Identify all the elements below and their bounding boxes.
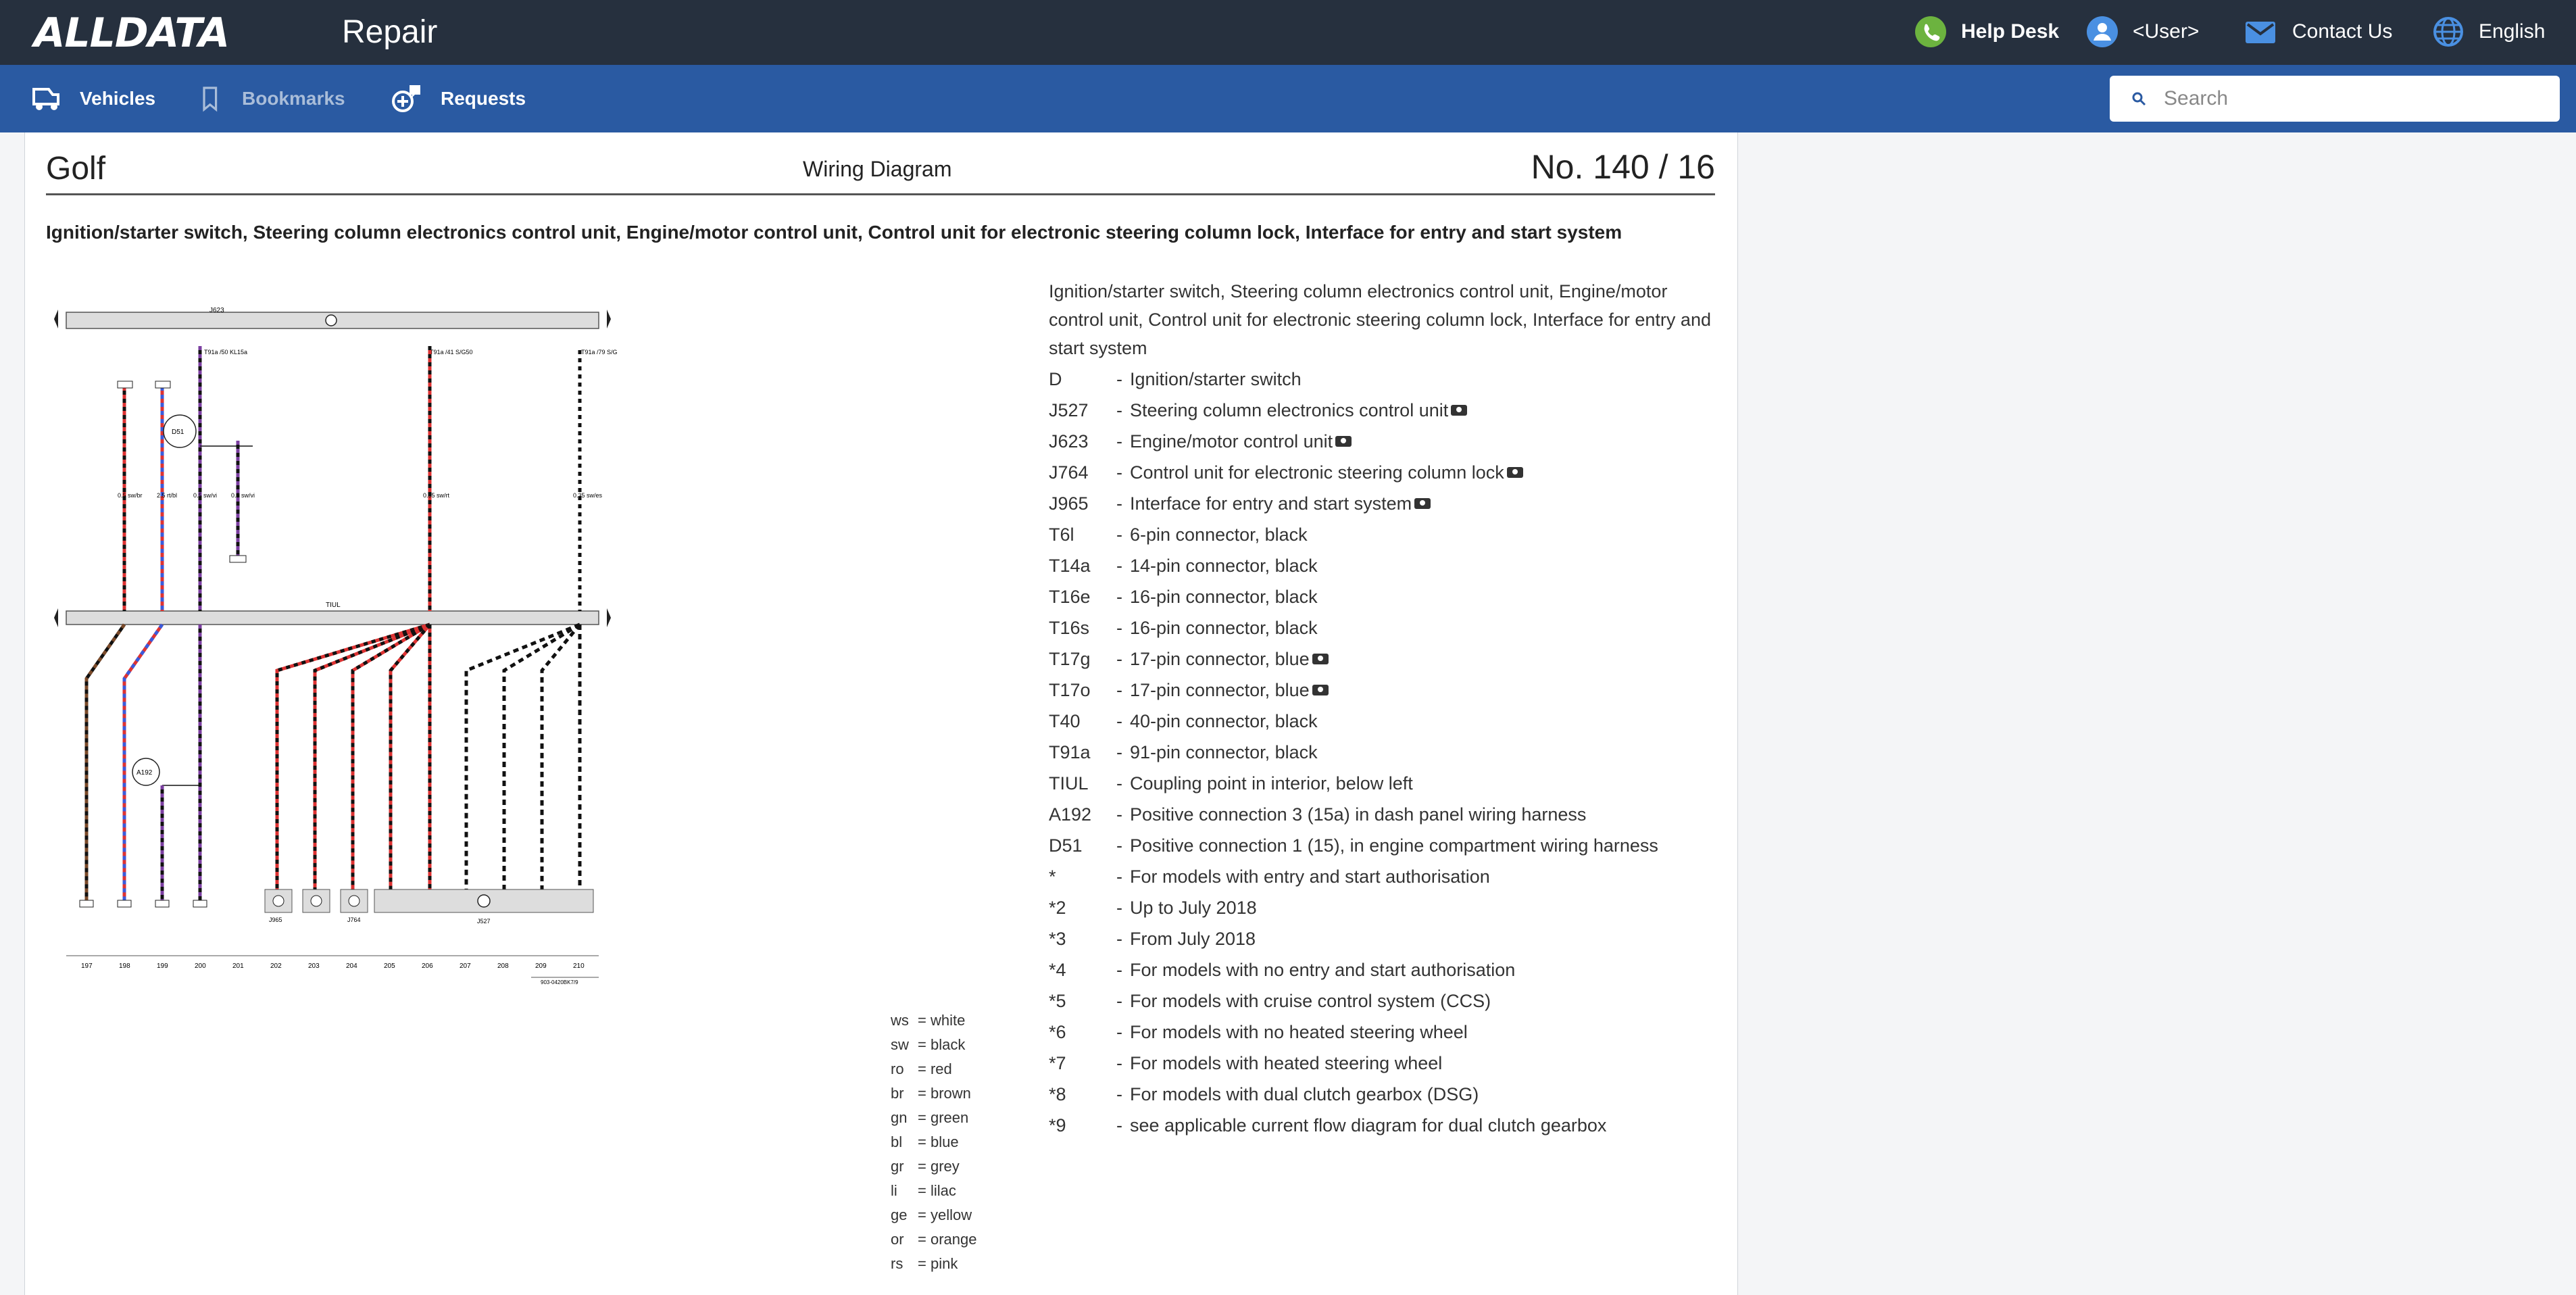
legend-desc: From July 2018 xyxy=(1130,928,1256,949)
legend-row xyxy=(1049,737,1711,768)
legend-row xyxy=(1049,395,1711,426)
legend-dash: - xyxy=(1116,493,1122,514)
color-code: br xyxy=(891,1085,904,1102)
legend-desc: For models with no heated steering wheel xyxy=(1130,1021,1468,1042)
legend-code: D51 xyxy=(1049,835,1083,856)
legend-dash: - xyxy=(1116,835,1122,856)
help-desk-link[interactable] xyxy=(1915,15,2059,49)
legend xyxy=(1049,277,1711,1141)
legend-row xyxy=(1049,768,1711,799)
phone-icon xyxy=(1915,16,1946,47)
legend-dash: - xyxy=(1116,804,1122,825)
legend-row xyxy=(1049,675,1711,706)
legend-dash: - xyxy=(1116,1021,1122,1042)
legend-dash: - xyxy=(1116,741,1122,762)
wire-size-label: 0.5 sw/br xyxy=(118,492,143,499)
contact-us-label: Contact Us xyxy=(2292,20,2393,43)
camera-icon[interactable] xyxy=(1507,467,1523,478)
nav-requests-label: Requests xyxy=(441,88,526,109)
legend-desc: 16-pin connector, black xyxy=(1130,617,1318,638)
legend-desc: For models with entry and start authorisation xyxy=(1130,866,1490,887)
color-name: lilac xyxy=(930,1182,956,1199)
legend-code: T17o xyxy=(1049,679,1091,700)
legend-dash: - xyxy=(1116,555,1122,576)
color-key-row xyxy=(891,1154,976,1179)
color-name: white xyxy=(930,1012,966,1029)
legend-row xyxy=(1049,519,1711,550)
camera-icon[interactable] xyxy=(1414,498,1431,509)
color-eq: = xyxy=(918,1133,931,1150)
legend-desc: 14-pin connector, black xyxy=(1130,555,1318,576)
legend-dash: - xyxy=(1116,368,1122,389)
color-code: ws xyxy=(891,1012,909,1029)
product-name: Repair xyxy=(342,14,438,50)
legend-code: J965 xyxy=(1049,493,1089,514)
color-key-row xyxy=(891,1179,976,1203)
legend-code: T91a xyxy=(1049,741,1091,762)
color-key-row xyxy=(891,1081,976,1106)
color-eq: = xyxy=(918,1012,931,1029)
color-code: gn xyxy=(891,1109,908,1126)
legend-code: *3 xyxy=(1049,928,1066,949)
j764-label: J764 xyxy=(347,917,361,923)
wire-size-label: 0.5 sw/vi xyxy=(193,492,218,499)
legend-code: J527 xyxy=(1049,399,1089,420)
legend-dash: - xyxy=(1116,399,1122,420)
user-icon xyxy=(2087,16,2118,47)
legend-dash: - xyxy=(1116,1052,1122,1073)
legend-desc: Positive connection 3 (15a) in dash panel wiring harness xyxy=(1130,804,1587,825)
mail-icon xyxy=(2244,16,2277,47)
legend-code: J623 xyxy=(1049,431,1089,451)
legend-desc: 40-pin connector, black xyxy=(1130,710,1318,731)
nav-bookmarks-label: Bookmarks xyxy=(242,88,345,109)
document-type: Wiring Diagram xyxy=(803,157,952,181)
legend-row xyxy=(1049,892,1711,923)
camera-icon[interactable] xyxy=(1335,436,1352,447)
legend-row xyxy=(1049,830,1711,861)
column-number: 199 xyxy=(157,962,168,970)
pin-label: T91a /41 S/G50 xyxy=(430,349,473,356)
color-eq: = xyxy=(918,1085,931,1102)
color-eq: = xyxy=(918,1206,931,1223)
search-input[interactable] xyxy=(2162,87,2544,111)
legend-dash: - xyxy=(1116,617,1122,638)
nav-vehicles-label: Vehicles xyxy=(80,88,156,109)
legend-desc: Up to July 2018 xyxy=(1130,897,1257,918)
legend-dash: - xyxy=(1116,866,1122,887)
color-key-row xyxy=(891,1008,976,1033)
color-name: green xyxy=(930,1109,969,1126)
legend-desc: 91-pin connector, black xyxy=(1130,741,1318,762)
document-subtitle: Ignition/starter switch, Steering column electronics control unit, Engine/motor control unit, Control unit for electronic steering column lock, Interface for entry and start system xyxy=(46,222,1623,243)
legend-code: D xyxy=(1049,368,1062,389)
wire-size-label: 2.5 rt/bl xyxy=(157,492,178,499)
legend-row xyxy=(1049,954,1711,985)
legend-dash: - xyxy=(1116,710,1122,731)
legend-dash: - xyxy=(1116,586,1122,607)
pin-label: T91a /50 KL15a xyxy=(204,349,248,356)
legend-code: *7 xyxy=(1049,1052,1066,1073)
globe-icon xyxy=(2433,16,2464,47)
pin-label: T91a /79 S/G xyxy=(581,349,618,356)
search-box[interactable] xyxy=(2110,76,2560,122)
color-key-row xyxy=(891,1130,976,1154)
color-name: yellow xyxy=(930,1206,972,1223)
color-code: rs xyxy=(891,1255,903,1272)
wire-size-label: 0.35 sw/rt xyxy=(423,492,450,499)
legend-row xyxy=(1049,799,1711,830)
legend-dash: - xyxy=(1116,1115,1122,1135)
legend-row xyxy=(1049,985,1711,1017)
color-code: ro xyxy=(891,1060,904,1077)
legend-dash: - xyxy=(1116,431,1122,451)
column-number: 201 xyxy=(232,962,244,970)
legend-dash: - xyxy=(1116,679,1122,700)
color-eq: = xyxy=(918,1231,931,1248)
column-number: 206 xyxy=(422,962,433,970)
legend-row xyxy=(1049,706,1711,737)
legend-row xyxy=(1049,550,1711,581)
legend-code: *2 xyxy=(1049,897,1066,918)
legend-code: A192 xyxy=(1049,804,1092,825)
legend-dash: - xyxy=(1116,990,1122,1011)
legend-desc: For models with heated steering wheel xyxy=(1130,1052,1443,1073)
legend-desc: 6-pin connector, black xyxy=(1130,524,1308,545)
legend-desc: Positive connection 1 (15), in engine compartment wiring harness xyxy=(1130,835,1658,856)
legend-row xyxy=(1049,643,1711,675)
legend-code: J764 xyxy=(1049,462,1089,483)
legend-code: T40 xyxy=(1049,710,1081,731)
camera-icon[interactable] xyxy=(1451,405,1467,416)
legend-row xyxy=(1049,861,1711,892)
user-menu[interactable] xyxy=(2087,15,2199,49)
color-code: li xyxy=(891,1182,897,1199)
color-eq: = xyxy=(918,1109,931,1126)
color-name: black xyxy=(930,1036,966,1053)
legend-desc: Ignition/starter switch xyxy=(1130,368,1302,389)
document-header xyxy=(46,146,1715,195)
nav-requests[interactable] xyxy=(391,82,526,115)
legend-code: T14a xyxy=(1049,555,1091,576)
legend-code: *6 xyxy=(1049,1021,1066,1042)
color-name: brown xyxy=(930,1085,971,1102)
color-name: red xyxy=(930,1060,952,1077)
legend-dash: - xyxy=(1116,1083,1122,1104)
legend-row xyxy=(1049,1048,1711,1079)
help-desk-label: Help Desk xyxy=(1961,20,2060,43)
legend-desc: 17-pin connector, blue xyxy=(1130,679,1310,700)
legend-desc: For models with no entry and start authorisation xyxy=(1130,959,1516,980)
legend-row xyxy=(1049,612,1711,643)
add-request-icon xyxy=(391,82,424,115)
legend-code: * xyxy=(1049,866,1056,887)
legend-code: TIUL xyxy=(1049,773,1089,793)
tiul-coupling xyxy=(66,611,599,625)
mid-coupling-label: TIUL xyxy=(326,602,341,609)
legend-desc: 17-pin connector, blue xyxy=(1130,648,1310,669)
legend-desc: For models with dual clutch gearbox (DSG) xyxy=(1130,1083,1479,1104)
wire-size-label: 0.35 sw/es xyxy=(573,492,603,499)
legend-desc: Control unit for electronic steering column lock xyxy=(1130,462,1504,483)
legend-dash: - xyxy=(1116,524,1122,545)
column-number: 204 xyxy=(346,962,357,970)
top-component-label: J623 xyxy=(209,307,224,314)
column-number: 203 xyxy=(308,962,320,970)
color-name: grey xyxy=(930,1158,960,1175)
j965-label: J965 xyxy=(269,917,282,923)
legend-code: *4 xyxy=(1049,959,1066,980)
column-number: 205 xyxy=(384,962,395,970)
color-key-row xyxy=(891,1033,976,1057)
legend-code: T17g xyxy=(1049,648,1091,669)
legend-dash: - xyxy=(1116,773,1122,793)
nav-bookmarks[interactable] xyxy=(199,82,345,115)
legend-row xyxy=(1049,581,1711,612)
model-title: Golf xyxy=(46,151,106,187)
legend-code: T6l xyxy=(1049,524,1074,545)
legend-row xyxy=(1049,1079,1711,1110)
color-key-row xyxy=(891,1252,976,1276)
car-icon xyxy=(30,82,64,115)
legend-desc: For models with cruise control system (CCS) xyxy=(1130,990,1491,1011)
color-eq: = xyxy=(918,1036,931,1053)
color-name: orange xyxy=(930,1231,977,1248)
legend-row xyxy=(1049,488,1711,519)
color-name: pink xyxy=(930,1255,958,1272)
legend-code: T16s xyxy=(1049,617,1090,638)
language-selector[interactable] xyxy=(2433,15,2545,49)
top-bar xyxy=(0,0,2576,65)
color-code: gr xyxy=(891,1158,904,1175)
column-numbers xyxy=(81,962,585,970)
legend-dash: - xyxy=(1116,897,1122,918)
color-code: sw xyxy=(891,1036,909,1053)
legend-code: *5 xyxy=(1049,990,1066,1011)
contact-us-link[interactable] xyxy=(2244,15,2392,49)
column-number: 209 xyxy=(535,962,547,970)
legend-desc: see applicable current flow diagram for dual clutch gearbox xyxy=(1130,1115,1607,1135)
legend-desc: Engine/motor control unit xyxy=(1130,431,1333,451)
color-key xyxy=(891,1008,976,1276)
column-number: 198 xyxy=(119,962,130,970)
legend-row xyxy=(1049,1017,1711,1048)
color-eq: = xyxy=(918,1182,931,1199)
color-eq: = xyxy=(918,1158,931,1175)
color-code: bl xyxy=(891,1133,903,1150)
color-key-row xyxy=(891,1227,976,1252)
legend-row xyxy=(1049,457,1711,488)
legend-row xyxy=(1049,426,1711,457)
brand-logo[interactable]: ALLDATA xyxy=(34,9,230,57)
legend-dash: - xyxy=(1116,648,1122,669)
legend-code: T16e xyxy=(1049,586,1091,607)
legend-row xyxy=(1049,923,1711,954)
legend-desc: 16-pin connector, black xyxy=(1130,586,1318,607)
d51-label: D51 xyxy=(172,429,184,436)
legend-code: *8 xyxy=(1049,1083,1066,1104)
column-number: 202 xyxy=(270,962,282,970)
camera-icon[interactable] xyxy=(1312,654,1329,664)
column-number: 207 xyxy=(460,962,471,970)
column-number: 200 xyxy=(195,962,206,970)
legend-desc: Interface for entry and start system xyxy=(1130,493,1412,514)
legend-dash: - xyxy=(1116,928,1122,949)
color-key-row xyxy=(891,1203,976,1227)
legend-desc: Coupling point in interior, below left xyxy=(1130,773,1413,793)
color-code: ge xyxy=(891,1206,908,1223)
legend-row xyxy=(1049,364,1711,395)
camera-icon[interactable] xyxy=(1312,685,1329,695)
column-number: 197 xyxy=(81,962,93,970)
color-name: blue xyxy=(930,1133,959,1150)
legend-intro: Ignition/starter switch, Steering column electronics control unit, Engine/motor control unit, Control unit for electronic steering column lock, Interface for entry and start system xyxy=(1049,281,1711,358)
legend-dash: - xyxy=(1116,959,1122,980)
color-eq: = xyxy=(918,1255,931,1272)
color-key-row xyxy=(891,1106,976,1130)
color-key-row xyxy=(891,1057,976,1081)
search-icon xyxy=(2131,91,2146,106)
bookmark-icon xyxy=(199,82,226,115)
color-code: or xyxy=(891,1231,904,1248)
bottom-component-label: J527 xyxy=(477,918,491,925)
wire-size-label: 0.5 sw/vi xyxy=(231,492,255,499)
wiring-diagram xyxy=(47,306,618,988)
user-label: <User> xyxy=(2133,20,2200,43)
legend-desc: Steering column electronics control unit xyxy=(1130,399,1449,420)
column-number: 210 xyxy=(573,962,585,970)
nav-vehicles[interactable] xyxy=(30,82,155,115)
document-number: No. 140 / 16 xyxy=(1531,148,1715,186)
legend-code: *9 xyxy=(1049,1115,1066,1135)
column-number: 208 xyxy=(497,962,509,970)
diagram-watermark: 903-0420BK7/9 xyxy=(541,979,578,985)
color-eq: = xyxy=(918,1060,931,1077)
a192-label: A192 xyxy=(137,769,153,777)
language-label: English xyxy=(2479,20,2546,43)
legend-row xyxy=(1049,1110,1711,1141)
legend-dash: - xyxy=(1116,462,1122,483)
